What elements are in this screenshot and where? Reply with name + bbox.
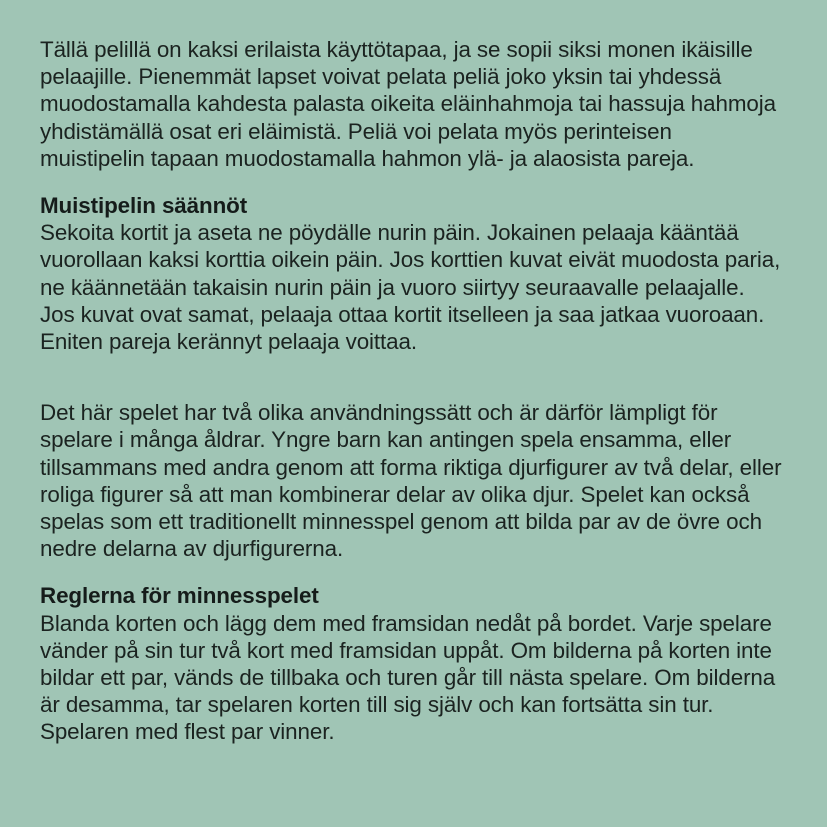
finnish-intro-paragraph: Tällä pelillä on kaksi erilaista käyttötapaa, ja se sopii siksi monen ikäisille pelaajille. Pienemmät lapset voivat pelata peliä joko yksin tai yhdessä muodostamalla kahdesta palasta oikeita eläinhahmoja tai hassuja hahmoja yhdistämällä osat eri eläimistä. Peliä voi pelata myös perinteisen muistipelin tapaan muodostamalla hahmon ylä- ja alaosista pareja. [40,37,776,171]
swedish-language-block [40,399,782,745]
swedish-intro-paragraph: Det här spelet har två olika användningssätt och är därför lämpligt för spelare i många åldrar. Yngre barn kan antingen spela ensamma, eller tillsammans med andra genom att forma riktiga djurfigurer av två delar, eller roliga figurer så att man kombinerar delar av olika djur. Spelet kan också spelas som ett traditionellt minnesspel genom att bilda par av de övre och nedre delarna av djurfigurerna. [40,400,782,562]
swedish-rules-heading: Reglerna för minnesspelet [40,583,319,609]
finnish-rules-heading: Muistipelin säännöt [40,193,248,219]
finnish-rules-section [40,192,782,355]
finnish-rules-paragraph: Sekoita kortit ja aseta ne pöydälle nurin päin. Jokainen pelaaja kääntää vuorollaan kaksi korttia oikein päin. Jos korttien kuvat eivät muodosta paria, ne käännetään takaisin nurin päin ja vuoro siirtyy seuraavalle pelaajalle. Jos kuvat ovat samat, pelaaja ottaa kortit itselleen ja saa jatkaa vuoroaan. Eniten pareja kerännyt pelaaja voittaa. [40,220,781,355]
finnish-language-block [40,36,782,355]
swedish-rules-paragraph: Blanda korten och lägg dem med framsidan nedåt på bordet. Varje spelare vänder på sin tur två kort med framsidan uppåt. Om bilderna på korten inte bildar ett par, vänds de tillbaka och turen går till nästa spelare. Om bilderna är desamma, tar spelaren korten till sig själv och kan fortsätta sin tur. Spelaren med flest par vinner. [40,610,776,745]
swedish-rules-section [40,582,782,745]
